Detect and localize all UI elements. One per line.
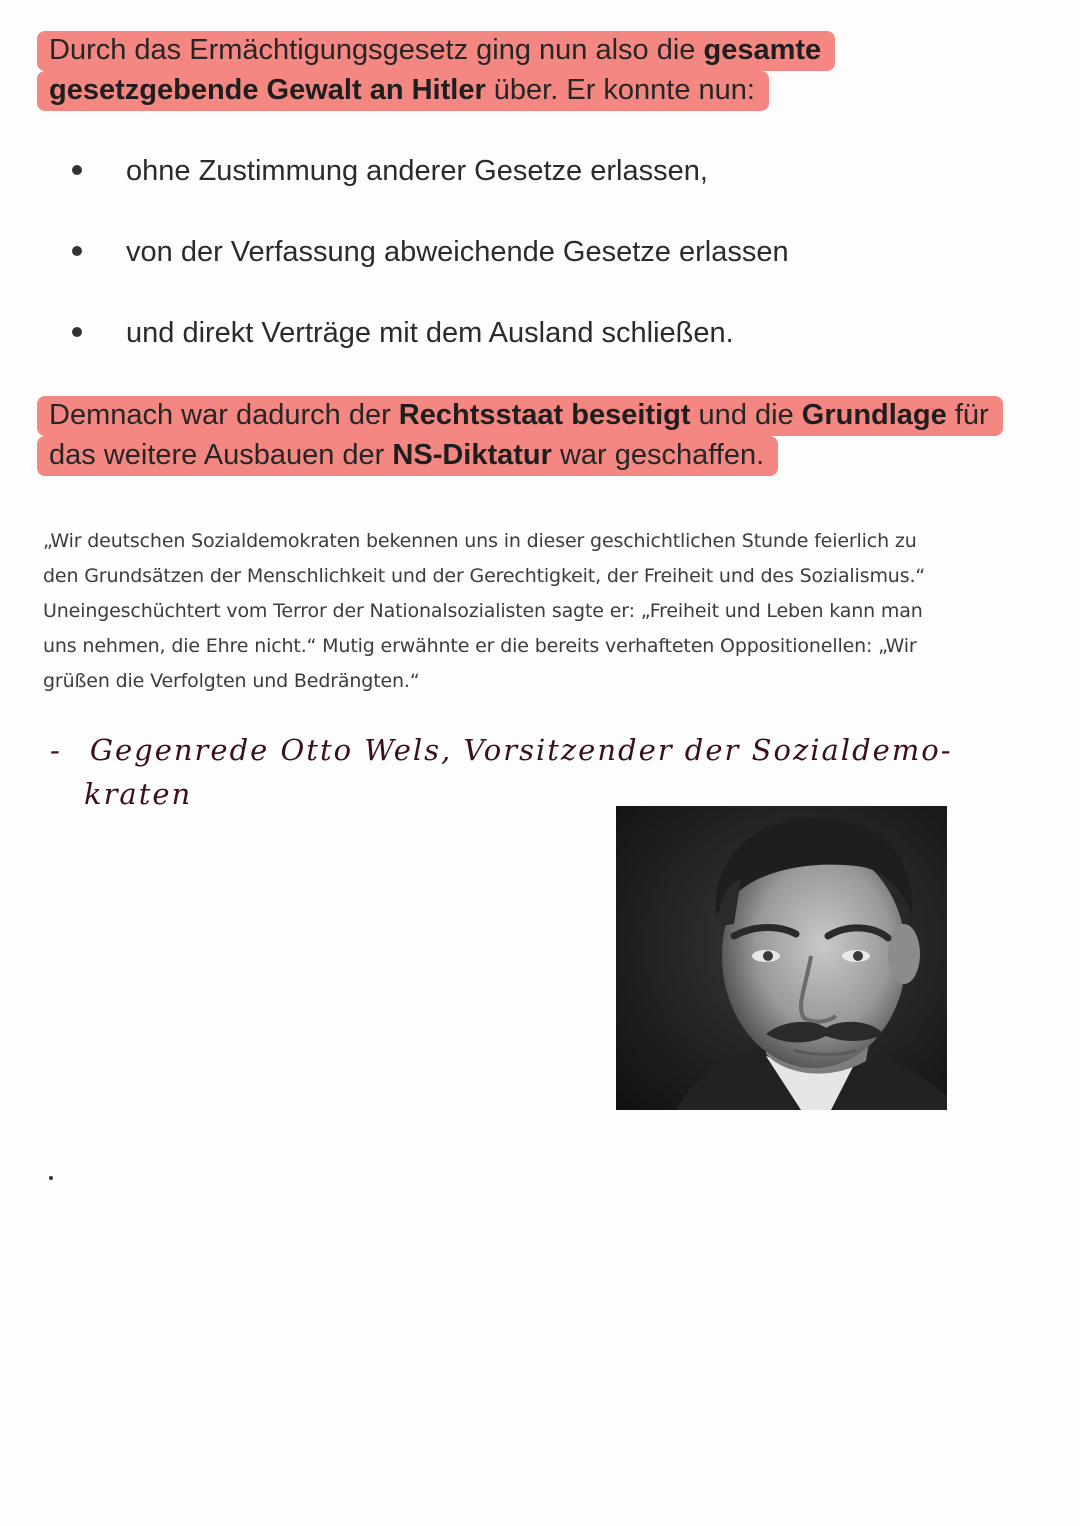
conclusion-line-1: Demnach war dadurch der Rechtsstaat beseitigt und die Grundlage für <box>49 395 989 435</box>
handwritten-note <box>50 728 1030 816</box>
handwritten-dash: - <box>50 733 62 767</box>
portrait-image <box>616 806 947 1110</box>
intro-bold-gewalt: gesetzgebende Gewalt an Hitler <box>49 74 486 106</box>
quote-line: „Wir deutschen Sozialdemokraten bekennen uns in dieser geschichtlichen Stunde feierlich zu <box>43 530 917 552</box>
intro-paragraph <box>49 30 1049 110</box>
powers-list <box>72 146 789 389</box>
otto-wels-quote <box>43 524 1003 699</box>
intro-bold-gesamte: gesamte <box>703 34 822 66</box>
bullet-icon <box>72 165 82 175</box>
bold-rechtsstaat: Rechtsstaat beseitigt <box>398 399 691 431</box>
conclusion-line-2: das weitere Ausbauen der NS-Diktatur war geschaffen. <box>49 435 764 475</box>
list-item: von der Verfassung abweichende Gesetze erlassen <box>72 227 789 308</box>
stray-dot <box>49 1176 53 1180</box>
bullet-icon <box>72 246 82 256</box>
bold-grundlage: Grundlage <box>801 399 947 431</box>
intro-line-2: gesetzgebende Gewalt an Hitler über. Er konnte nun: <box>49 70 755 110</box>
bold-ns-diktatur: NS-Diktatur <box>392 439 552 471</box>
list-item: ohne Zustimmung anderer Gesetze erlassen, <box>72 146 789 227</box>
quote-line: grüßen die Verfolgten und Bedrängten.“ <box>43 670 420 692</box>
bullet-icon <box>72 327 82 337</box>
handwritten-line-2: kraten <box>84 777 193 811</box>
quote-line: uns nehmen, die Ehre nicht.“ Mutig erwähnte er die bereits verhafteten Oppositionellen: „Wir <box>43 635 917 657</box>
quote-line: Uneingeschüchtert vom Terror der Nationalsozialisten sagte er: „Freiheit und Leben kann man <box>43 600 923 622</box>
handwritten-line-1: Gegenrede Otto Wels, Vorsitzender der Sozialdemo- <box>89 733 953 767</box>
list-item: und direkt Verträge mit dem Ausland schließen. <box>72 308 789 389</box>
quote-line: den Grundsätzen der Menschlichkeit und der Gerechtigkeit, der Freiheit und des Sozialismus.“ <box>43 565 926 587</box>
otto-wels-portrait <box>616 806 947 1110</box>
intro-line-1: Durch das Ermächtigungsgesetz ging nun also die gesamte <box>49 30 821 70</box>
conclusion-paragraph <box>49 395 1049 475</box>
